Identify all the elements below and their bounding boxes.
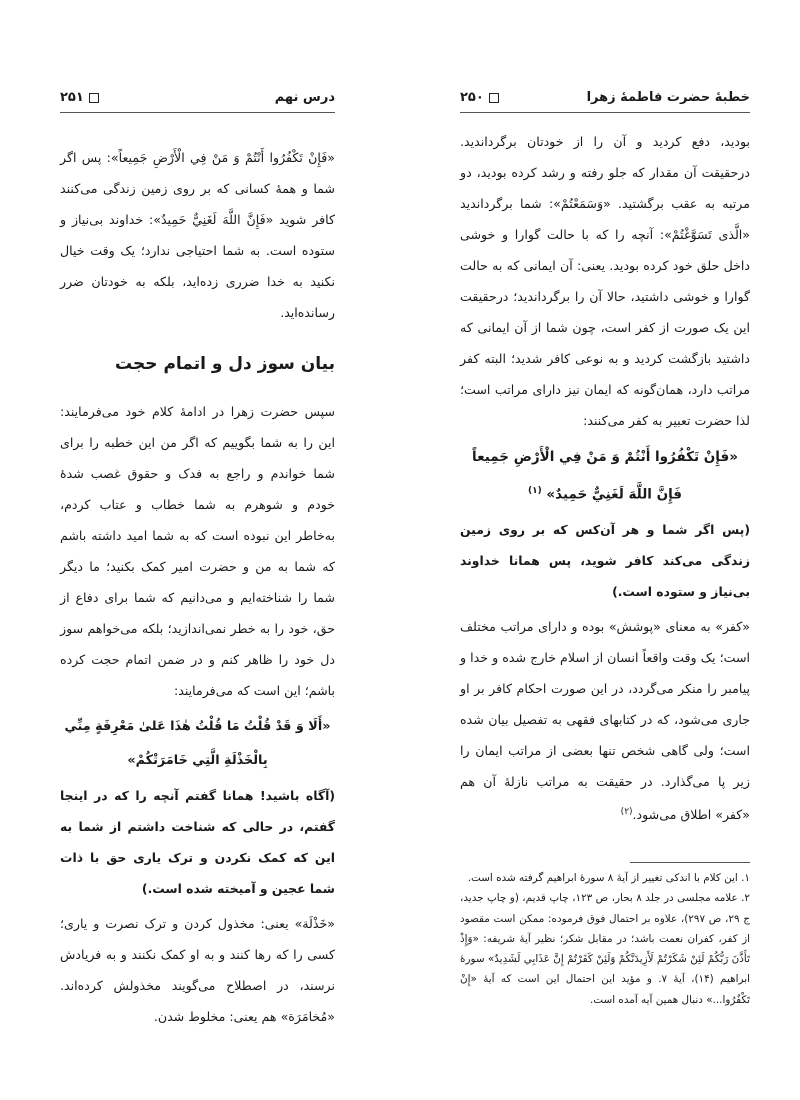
verse-translation: (آگاه باشید! همانا گفتم آنچه را که در اینجا گفتم، در حالی که شناخت داشتم از شما به این که کمک نکردن و ترک یاری حق با ذات شما عجین و آمیخته شده است.) <box>60 788 335 896</box>
footnote-ref: (۱) <box>527 486 542 496</box>
left-page-body <box>60 142 335 1032</box>
body-paragraph: «کفر» به معنای «پوشش» بوده و دارای مراتب مختلف است؛ یک وقت واقعاً انسان از اسلام خارج شده و خدا و پیامبر را منکر می‌گردد، در این صورت احکام کافر بر او جاری می‌شود، که در کتابهای فقهی به تفصیل بیان شده است؛ ولی گاهی شخص تنها بعضی از مراتب ایمان را زیر پا می‌گذارد. در حقیقت به مراتب نازلهٔ آن هم «کفر» اطلاق می‌شود.$^{(۲)}$ <box>460 618 750 822</box>
footnotes <box>460 868 750 1010</box>
footnote: ۱. این کلام با اندکی تغییر از آیهٔ ۸ سورهٔ ابراهیم گرفته شده است. <box>467 872 750 884</box>
verse-translation: (پس اگر شما و هر آن‌کس که بر روی زمین زندگی می‌کند کافر شوید، پس همانا خداوند بی‌نیاز و ستوده است.) <box>460 521 750 599</box>
running-header-left <box>60 86 335 113</box>
body-paragraph: «فَإِنْ تَکْفُرُوا أَنْتُمْ وَ مَنْ فِي الْأَرْضِ جَمِیعاً»: پس اگر شما و همهٔ کسانی که بر روی زمین زندگی می‌کنند کافر شوید «فَإِنَّ اللَّهَ لَغَنِيٌّ حَمِیدٌ»: خداوند بی‌نیاز و ستوده است. به شما احتیاجی ندارد؛ یک وقت خیال نکنید به خدا ضرری زده‌اید، بلکه به خودتان ضرر رسانده‌اید. <box>60 150 335 320</box>
body-paragraph: بودید، دفع کردید و آن را از خودتان برگرداندید. درحقیقت آن مقدار که جلو رفته و رشد کرده بودید، دو مرتبه به عقب برگشتید. «وَسَمَعْتُمْ»: شما برگرداندید «الَّذی تَسَوَّغْتُمْ»: آنچه را که با حالت گوارا و خوشی داخل حلق خود کرده بودید. یعنی: آن ایمانی که به حالت گوارا و خوشی داشتید، حالا آن را برگرداندید؛ درحقیقت این یک صورت از کفر است، چون شما از آن ایمانی که داشتید بازگشت کردید و به نوعی کافر شدید؛ البته کفر مراتب دارد، همان‌گونه که ایمان نیز دارای مراتب است؛ لذا حضرت تعبیر به کفر می‌کنند: <box>460 134 750 428</box>
quran-verse: «فَإِنْ تَکْفُرُوا أَنْتُمْ وَ مَنْ فِي الْأَرْضِ جَمِیعاً فَإِنَّ اللَّهَ لَغَنِيٌّ حَمِیدٌ» $^{(۱)}$ <box>472 449 738 503</box>
square-ornament-icon <box>89 93 99 103</box>
body-paragraph: «خَذْلَة» یعنی: مخذول کردن و ترک نصرت و یاری؛ کسی را که رها کنند و به او کمک نکنند و به فریادش نرسند، در اصطلاح می‌گویند مخذولش کرده‌اند. «مُخامَرَة» هم یعنی: مخلوط شدن. <box>60 916 335 1024</box>
quran-verse: «أَلَا وَ قَدْ قُلْتُ مَا قُلْتُ هٰذَا عَلیٰ مَعْرِفَةٍ مِنِّي بِالْخَذْلَةِ الَّتِي خَامَرَتْکُمْ» <box>64 719 331 768</box>
section-heading: بیان سوز دل و اتمام حجت <box>115 354 335 374</box>
footnote-ref: (۲) <box>620 806 633 817</box>
page-number: ۲۵۰ <box>460 90 499 105</box>
running-title: درس نهم <box>274 90 335 105</box>
body-paragraph: سپس حضرت زهرا در ادامهٔ کلام خود می‌فرمایند: این را به شما بگوییم که اگر من این خطبه را برای شما خواندم و راجع به فدک و حقوق غصب شدهٔ خودم و شوهرم به شما خطاب و عتاب کردم، به‌خاطر این نبوده است که به شما امید داشته باشم که شما به من و حضرت امیر کمک بکنید؛ ما دیگر شما را شناخته‌ایم و می‌دانیم که شما برای دفاع از حق، خود را به خطر نمی‌اندازید؛ بلکه می‌خواهم سوز دل خود را ظاهر کنم و در ضمن اتمام حجت کرده باشم؛ این است که می‌فرمایند: <box>60 404 335 698</box>
page-number: ۲۵۱ <box>60 90 99 105</box>
running-title: خطبهٔ حضرت فاطمهٔ زهرا <box>586 90 750 105</box>
square-ornament-icon <box>489 93 499 103</box>
right-page-body <box>460 126 750 830</box>
footnote-separator <box>630 862 750 863</box>
running-header-right <box>460 86 750 113</box>
footnote: ۲. علامه مجلسی در جلد ۸ بحار، ص ۱۲۳، چاپ قدیم، (و چاپ جدید، ج ۲۹، ص ۲۹۷)، علاوه بر احتمال فوق فرموده: ممکن است مقصود از کفر، کفران نعمت باشد؛ در مقابل شکر؛ نظیر آیهٔ شریفه: «وَإِذْ تَأَذَّنَ رَبُّکُمْ لَئِنْ شَکَرْتُمْ لَأَزِیدَنَّکُمْ وَلَئِنْ کَفَرْتُمْ إِنَّ عَذَابِي لَشَدِیدٌ» سورهٔ ابراهیم (۱۴)، آیهٔ ۷. و مؤید این احتمال این است که آیهٔ «إِنْ تَکْفُرُوا...» دنبال همین آیه آمده است. <box>460 892 751 1006</box>
